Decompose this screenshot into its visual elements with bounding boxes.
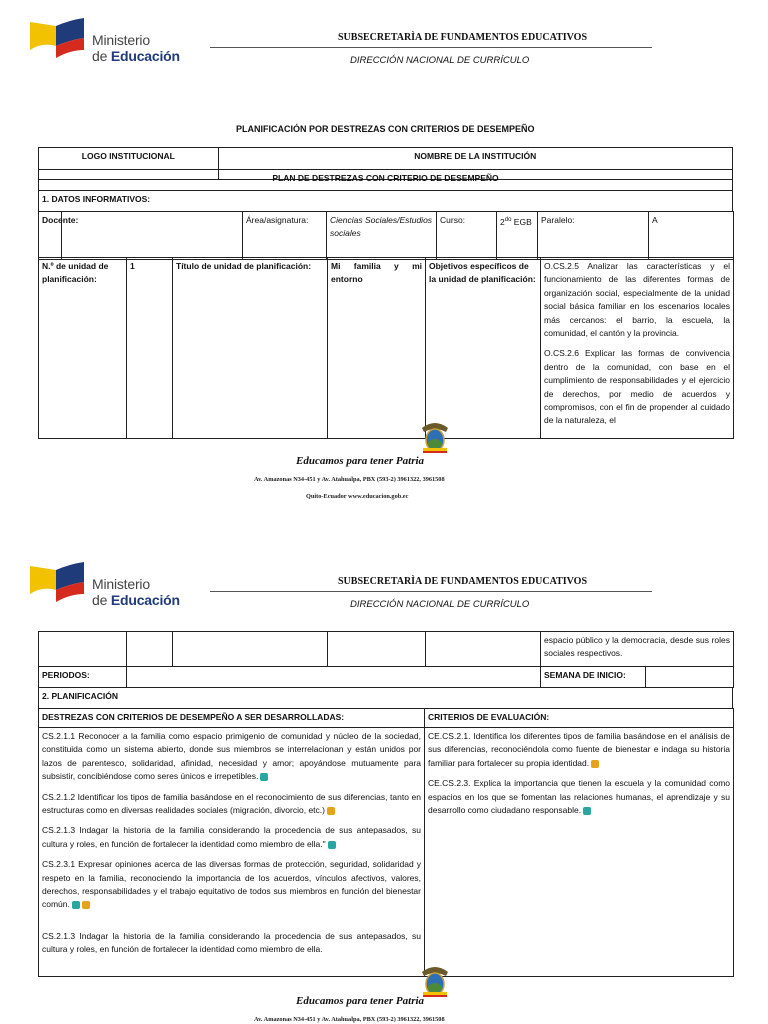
paralelo-value: A: [649, 212, 734, 260]
periodos-label: PERIODOS:: [39, 667, 127, 688]
periodos-row: [38, 666, 734, 688]
criterio-item: CE.CS.2.1. Identifica los diferentes tipos de familia basándose en el análisis de sus diferencias, reconociéndola como fuente de bienestar e indaga su historia familiar para fortalecer su propia identidad.: [428, 731, 730, 768]
unidad-value: 1: [127, 258, 173, 439]
logo-text-ministerio: Ministerio: [92, 32, 150, 48]
planificacion-row: [38, 687, 733, 709]
destrezas-list: [39, 728, 425, 977]
ministerio-logo: [28, 16, 198, 66]
comment-icon[interactable]: [72, 901, 80, 909]
direccion-title: DIRECCIÓN NACIONAL DE CURRÍCULO: [350, 599, 530, 610]
docente-value: [62, 212, 243, 260]
direccion-title: DIRECCIÓN NACIONAL DE CURRÍCULO: [350, 55, 530, 66]
destreza-item: CS.2.1.2 Identificar los tipos de familia basándose en el reconocimiento de sus diferencias, tanto en estructuras como en diversas realidades sociales (migración, divorcio, etc.): [42, 791, 421, 816]
semana-inicio-value: [646, 667, 734, 688]
footer-website: Quito-Ecuador www.educacion.gob.ec: [306, 493, 409, 500]
subsecretaria-title: SUBSECRETARÌA DE FUNDAMENTOS EDUCATIVOS: [338, 576, 588, 587]
ecuador-coat-of-arms-icon: [420, 418, 450, 454]
empty-cell: [426, 632, 541, 667]
destreza-item: CS.2.3.1 Expresar opiniones acerca de las diversas formas de protección, seguridad, solidaridad y respeto en la familia, reconociendo la importancia de los acuerdos, vínculos afectivos, valores, derechos, responsabilidades y el trabajo equitativo de todos sus miembros en función del bienestar común.: [42, 859, 421, 910]
ministerio-logo: [28, 560, 198, 610]
criterios-list: [425, 728, 734, 977]
footer-motto: Educamos para tener Patria: [296, 995, 425, 1007]
datos-informativos-label: 1. DATOS INFORMATIVOS:: [39, 191, 733, 212]
curso-label: Curso:: [437, 212, 497, 260]
empty-cell: [127, 632, 173, 667]
titulo-unidad-label: Título de unidad de planificación:: [173, 258, 328, 439]
docente-row: [38, 211, 734, 260]
col-nombre-institucion: NOMBRE DE LA INSTITUCIÓN: [218, 148, 732, 180]
comment-icon[interactable]: [260, 773, 268, 781]
destreza-item: CS.2.1.1 Reconocer a la familia como espacio primigenio de comunidad y núcleo de la sociedad, constituida como un sistema abierto, donde sus miembros se interrelacionan y están unidos por lazos de parentesco, solidaridad, afinidad, necesidad y amor; apoyándose mutuamente para subsistir, concibiéndose como seres únicos e irrepetibles.: [42, 731, 421, 782]
ecuador-flag-logo-icon: [28, 16, 90, 66]
header-divider: [210, 47, 652, 48]
footer-address: Av. Amazonas N34-451 y Av. Atahualpa, PBX (593-2) 3961322, 3961508: [254, 1016, 445, 1023]
objetivos-label: Objetivos específicos de la unidad de planificación:: [426, 258, 541, 439]
curso-value: $2^{do}$ EGB: [497, 212, 538, 260]
objetivos-value: [541, 258, 734, 439]
logo-text-educacion: de Educación: [92, 48, 180, 64]
semana-inicio-label: SEMANA DE INICIO:: [541, 667, 646, 688]
empty-cell: [173, 632, 328, 667]
area-label: Área/asignatura:: [243, 212, 327, 260]
destreza-item: CS.2.1.3 Indagar la historia de la familia considerando la procedencia de sus antepasados, su cultura y roles, en función de fortalecer la identidad como miembro de ella.: [42, 930, 421, 955]
note-icon[interactable]: [327, 807, 335, 815]
objetivo-item: O.CS.2.5 Analizar las características y el funcionamiento de las diferentes formas de organización social, especialmente de la unidad social básica familiar en los escenarios locales más cercanos: el barrio, la escuela, la comunidad, el cantón y la provincia.: [544, 261, 730, 339]
destrezas-criterios-table: [38, 708, 734, 977]
note-icon[interactable]: [82, 901, 90, 909]
plan-title-row: [38, 169, 733, 212]
periodos-value: [127, 667, 541, 688]
col-logo-institucional: LOGO INSTITUCIONAL: [39, 148, 219, 180]
unidad-label: N.º de unidad de planificación:: [39, 258, 127, 439]
destreza-item: CS.2.1.3 Indagar la historia de la familia considerando la procedencia de sus antepasados, su cultura y roles, en función de fortalecer la identidad como miembro de ella.": [42, 825, 421, 849]
criterio-item: CE.CS.2.3. Explica la importancia que tienen la escuela y la comunidad como espacios en los que se fomentan las relaciones humanas, el aprendizaje y su desarrollo como ciudadano responsable.: [428, 778, 730, 816]
objetivos-continuation: espacio público y la democracia, desde sus roles sociales respectivos.: [541, 632, 734, 667]
logo-text-educacion: de Educación: [92, 592, 180, 608]
header-divider: [210, 591, 652, 592]
empty-cell: [39, 632, 127, 667]
plan-title: PLAN DE DESTREZAS CON CRITERIO DE DESEMPEÑO: [39, 170, 733, 191]
footer-address: Av. Amazonas N34-451 y Av. Atahualpa, PBX (593-2) 3961322, 3961508: [254, 476, 445, 483]
continuation-row: [38, 631, 734, 667]
footer-motto: Educamos para tener Patria: [296, 455, 425, 467]
docente-label: Docente:: [39, 212, 62, 260]
ecuador-coat-of-arms-icon: [420, 962, 450, 998]
comment-icon[interactable]: [328, 841, 336, 849]
criterios-header: CRITERIOS DE EVALUACIÓN:: [425, 709, 734, 728]
empty-cell: [328, 632, 426, 667]
unidad-row: [38, 257, 734, 439]
titulo-unidad-value: Mi familia y mi entorno: [328, 258, 426, 439]
area-value: Ciencias Sociales/Estudios sociales: [327, 212, 437, 260]
subsecretaria-title: SUBSECRETARÌA DE FUNDAMENTOS EDUCATIVOS: [338, 32, 588, 43]
paralelo-label: Paralelo:: [538, 212, 649, 260]
ecuador-flag-logo-icon: [28, 560, 90, 610]
document-page-2: [0, 544, 768, 1024]
logo-text-ministerio: Ministerio: [92, 576, 150, 592]
document-title: PLANIFICACIÓN POR DESTREZAS CON CRITERIOS DE DESEMPEÑO: [236, 124, 535, 134]
objetivo-item: O.CS.2.6 Explicar las formas de convivencia dentro de la comunidad, con base en el cumplimiento de responsabilidades y el ejercicio de derechos, por medio de acuerdos y compromisos, con el fin de propender al cuidado de la naturaleza, el: [544, 348, 730, 426]
destrezas-header: DESTREZAS CON CRITERIOS DE DESEMPEÑO A SER DESARROLLADAS:: [39, 709, 425, 728]
note-icon[interactable]: [591, 760, 599, 768]
planificacion-label: 2. PLANIFICACIÓN: [39, 688, 733, 709]
comment-icon[interactable]: [583, 807, 591, 815]
